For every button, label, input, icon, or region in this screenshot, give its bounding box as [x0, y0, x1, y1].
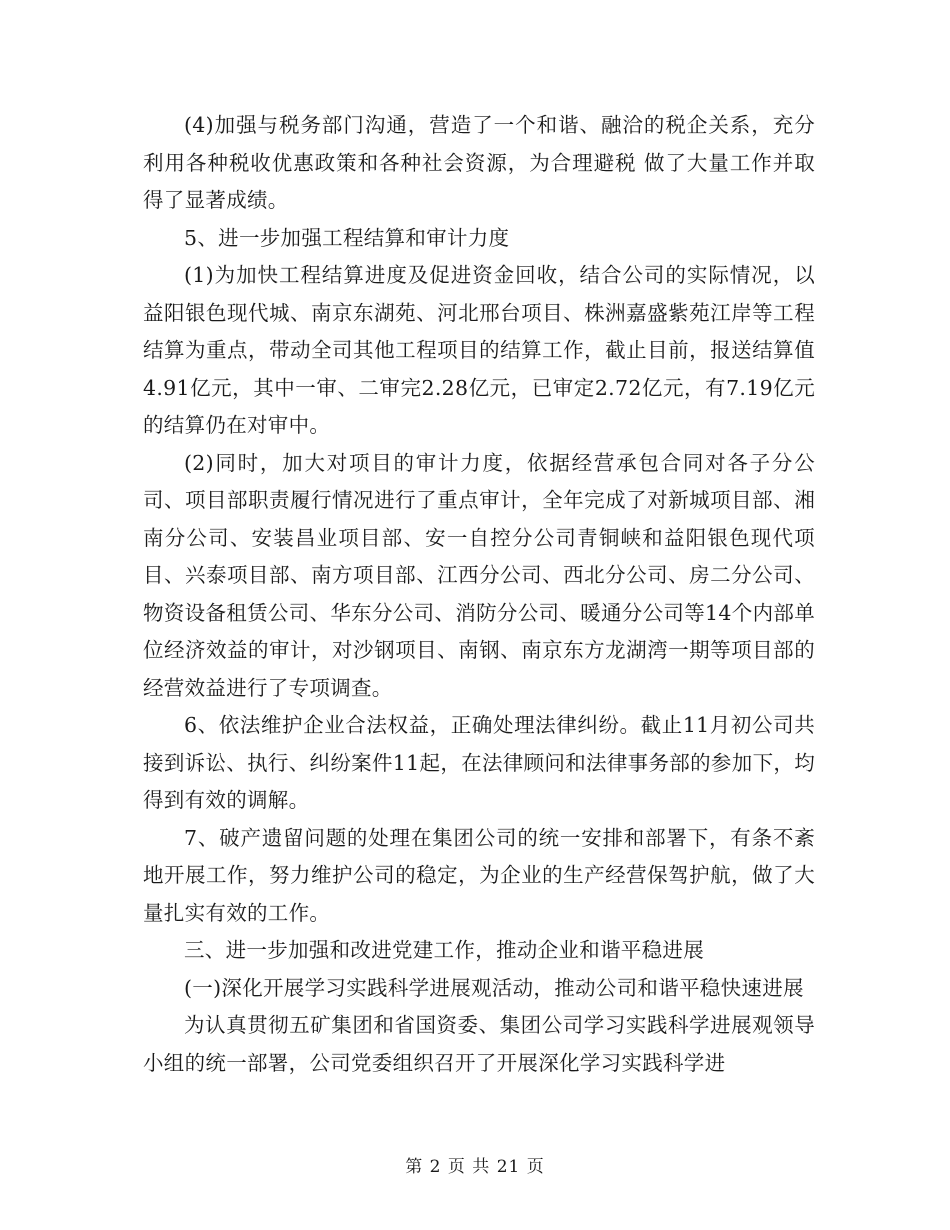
subheading-study-practice: (一)深化开展学习实践科学进展观活动，推动公司和谐平稳快速进展	[184, 975, 804, 1000]
paragraph-audit: (2)同时，加大对项目的审计力度，依据经营承包合同对各子分公司、项目部职责履行情况进行了重点审计，全年完成了对新城项目部、湘南分公司、安装昌业项目部、安一自控分公司青铜峡和益阳银色现代项目、兴泰项目部、南方项目部、江西分公司、西北分公司、房二分公司、物资设备租赁公司、华东分公司、消防分公司、暖通分公司等14个内部单位经济效益的审计，对沙钢项目、南钢、南京东方龙湖湾一期等项目部的经营效益进行了专项调查。	[143, 450, 815, 700]
paragraph-bankruptcy: 7、破产遗留问题的处理在集团公司的统一安排和部署下，有条不紊地开展工作，努力维护公司的稳定，为企业的生产经营保驾护航，做了大量扎实有效的工作。	[143, 825, 815, 925]
heading-party-building: 三、进一步加强和改进党建工作，推动企业和谐平稳进展	[184, 938, 704, 962]
page-number-footer: 第 2 页 共 21 页	[405, 1157, 545, 1177]
paragraph-legal: 6、依法维护企业合法权益，正确处理法律纠纷。截止11月初公司共接到诉讼、执行、纠纷案件11起，在法律顾问和法律事务部的参加下，均得到有效的调解。	[143, 713, 815, 812]
paragraph-tax-relations: (4)加强与税务部门沟通，营造了一个和谐、融洽的税企关系，充分利用各种税收优惠政策和各种社会资源，为合理避税 做了大量工作并取得了显著成绩。	[143, 113, 815, 212]
document-body	[143, 107, 815, 1082]
paragraph-study-practice: 为认真贯彻五矿集团和省国资委、集团公司学习实践科学进展观领导小组的统一部署，公司党委组织召开了开展深化学习实践科学进	[143, 1013, 815, 1075]
heading-settlement-audit: 5、进一步加强工程结算和审计力度	[184, 225, 510, 250]
paragraph-settlement: (1)为加快工程结算进度及促进资金回收，结合公司的实际情况，以益阳银色现代城、南京东湖苑、河北邢台项目、株洲嘉盛紫苑江岸等工程结算为重点，带动全司其他工程项目的结算工作，截止目前，报送结算值4.91亿元，其中一审、二审完2.28亿元，已审定2.72亿元，有7.19亿元的结算仍在对审中。	[143, 263, 815, 437]
